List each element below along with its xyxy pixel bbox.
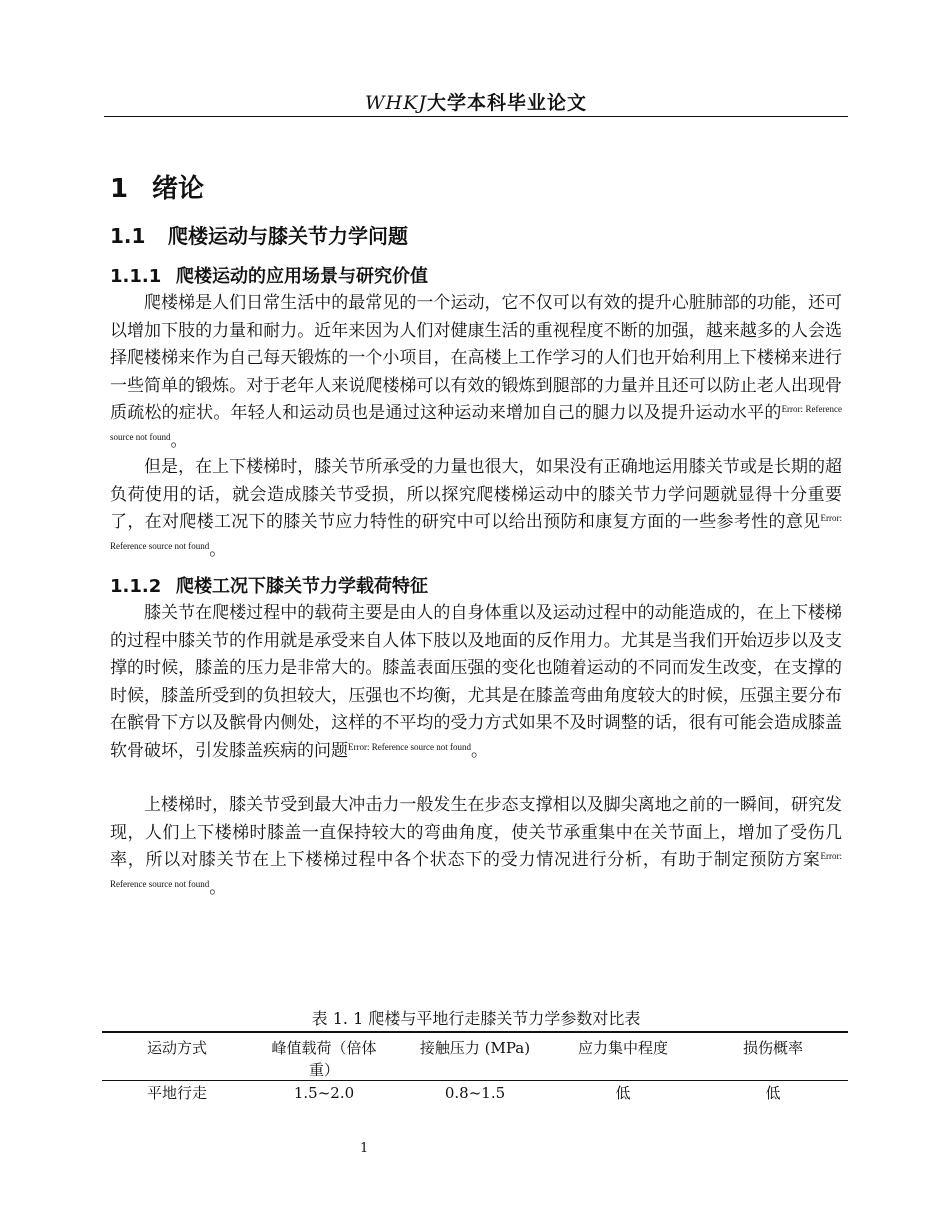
page-number: 1 xyxy=(360,1141,369,1156)
header-rule xyxy=(104,116,848,117)
table-header-rule xyxy=(102,1080,848,1081)
section-number: 1.1 xyxy=(110,224,146,248)
body-paragraph xyxy=(110,600,842,765)
table-header-cell: 运动方式 xyxy=(146,1039,207,1057)
subsection-heading-1-1-1 xyxy=(110,262,428,288)
subsection-number: 1.1.2 xyxy=(110,576,162,597)
paragraph-text: 但是，在上下楼梯时，膝关节所承受的力量也很大，如果没有正确地运用膝关节或是长期的超负荷使用的话，就会造成膝关节受损，所以探究爬楼梯运动中的膝关节力学问题就显得十分重要了，在对爬楼工况下的膝关节应力特性的研究中可以给出预防和康复方面的一些参考性的意见 xyxy=(110,457,842,532)
table-top-rule xyxy=(102,1031,848,1033)
chapter-title: 绪论 xyxy=(152,174,205,204)
subsection-title: 爬楼运动的应用场景与研究价值 xyxy=(176,266,428,287)
table-header-cell: 应力集中程度 xyxy=(577,1039,668,1057)
reference-error: Error: Reference source not found xyxy=(348,741,471,752)
chapter-number: 1 xyxy=(110,174,129,204)
paragraph-text: 爬楼梯是人们日常生活中的最常见的一个运动，它不仅可以有效的提升心脏肺部的功能，还可以增加下肢的力量和耐力。近年来因为人们对健康生活的重视程度不断的加强，越来越多的人会选择爬楼梯来作为自己每天锻炼的一个小项目，在高楼上工作学习的人们也开始利用上下楼梯来进行一些简单的锻炼。对于老年人来说爬楼梯可以有效的锻炼到腿部的力量并且还可以防止老人出现骨质疏松的症状。年轻人和运动员也是通过这种运动来增加自己的腿力以及提升运动水平的 xyxy=(110,293,842,423)
table-cell: 0.8~1.5 xyxy=(444,1084,506,1102)
reference-error: Error: Reference source not found xyxy=(110,851,842,889)
body-paragraph xyxy=(110,792,842,902)
body-paragraph xyxy=(110,290,842,455)
paragraph-end: 。 xyxy=(470,740,488,761)
section-heading xyxy=(110,220,408,249)
table-cell: 1.5~2.0 xyxy=(293,1084,355,1102)
table-cell: 平地行走 xyxy=(146,1084,207,1102)
table-header-cell: 损伤概率 xyxy=(742,1039,803,1057)
paragraph-text: 上楼梯时，膝关节受到最大冲击力一般发生在步态支撑相以及脚尖离地之前的一瞬间，研究发现，人们上下楼梯时膝盖一直保持较大的弯曲角度，使关节承重集中在关节面上，增加了受伤几率，所以对膝关节在上下楼梯过程中各个状态下的受力情况进行分析，有助于制定预防方案 xyxy=(110,795,842,870)
paragraph-end: 。 xyxy=(170,430,188,451)
table-caption: 表 1. 1 爬楼与平地行走膝关节力学参数对比表 xyxy=(311,1009,641,1028)
reference-error: Error: Reference source not found xyxy=(110,404,842,442)
header-title: 大学本科毕业论文 xyxy=(426,92,587,114)
table-header-cell: 峰值载荷（倍体重） xyxy=(271,1039,377,1079)
paragraph-end: 。 xyxy=(209,539,227,560)
subsection-number: 1.1.1 xyxy=(110,266,162,287)
running-header xyxy=(104,88,848,115)
paragraph-end: 。 xyxy=(209,877,227,898)
table-header-cell: 接触压力 (MPa) xyxy=(419,1039,531,1057)
subsection-title: 爬楼工况下膝关节力学载荷特征 xyxy=(176,576,428,597)
subsection-heading-1-1-2 xyxy=(110,572,428,598)
table-cell: 低 xyxy=(615,1084,631,1102)
paragraph-text: 膝关节在爬楼过程中的载荷主要是由人的自身体重以及运动过程中的动能造成的，在上下楼梯的过程中膝关节的作用就是承受来自人体下肢以及地面的反作用力。尤其是当我们开始迈步以及支撑的时候，膝盖的压力是非常大的。膝盖表面压强的变化也随着运动的不同而发生改变，在支撑的时候，膝盖所受到的负担较大，压强也不均衡，尤其是在膝盖弯曲角度较大的时候，压强主要分布在髌骨下方以及髌骨内侧处，这样的不平均的受力方式如果不及时调整的话，很有可能会造成膝盖软骨破坏，引发膝盖疾病的问题 xyxy=(110,603,842,761)
body-paragraph xyxy=(110,454,842,564)
header-school-code: WHKJ xyxy=(365,92,427,114)
section-title: 爬楼运动与膝关节力学问题 xyxy=(168,224,408,248)
reference-error: Error: Reference source not found xyxy=(110,513,842,551)
chapter-heading xyxy=(110,168,204,205)
table-cell: 低 xyxy=(765,1084,781,1102)
